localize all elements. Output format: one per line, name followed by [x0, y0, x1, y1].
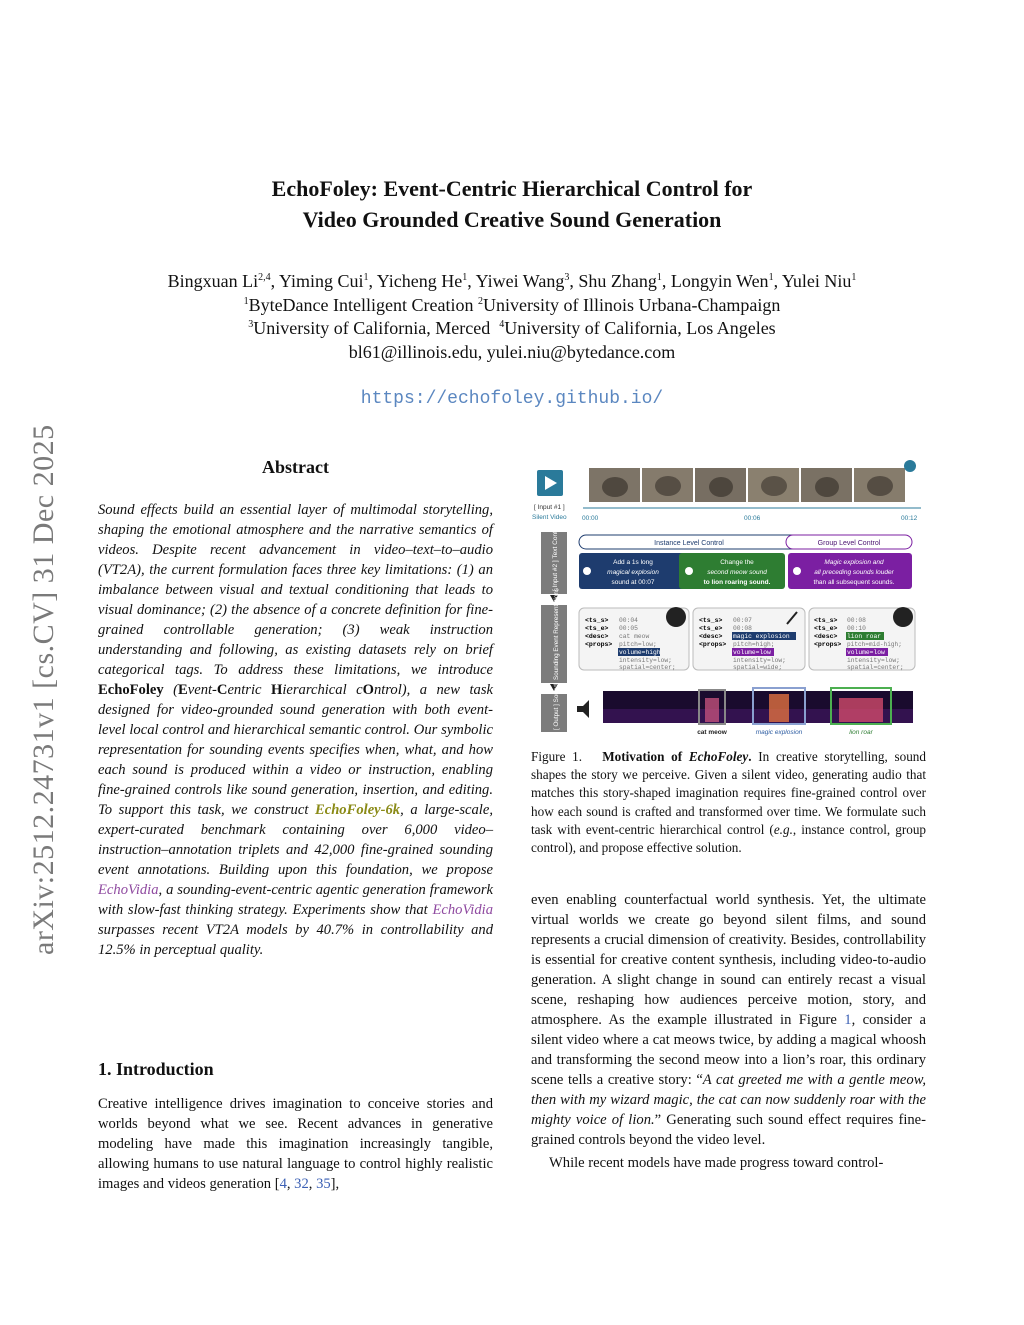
framework-name: EchoVidia — [432, 902, 493, 918]
tag-label: <ts_s> — [585, 617, 609, 624]
instr-text: magical explosion — [607, 569, 659, 576]
tag-label: <props> — [585, 641, 613, 648]
body-text: While recent models have made progress toward control- — [549, 1155, 884, 1171]
video-frames — [589, 468, 905, 502]
abstract-text: ), a new task designed for video-grounded sound generation with both event-level local control and hierarchical semantic control. Our symbolic representation for sounding events specifies when, what, and how each sound is produced within a video or instruction, enabling fine-grained controls like sound generation, insertion, and editing. To support this task, we construct — [98, 682, 493, 818]
repr-label: Sounding Event Representations — [553, 587, 560, 680]
cat-shape — [602, 477, 628, 497]
event-value: volume=low — [847, 649, 885, 656]
instr-text: second meow sound — [707, 569, 767, 576]
caption-label: Figure 1. — [531, 749, 583, 764]
author-sup: 1 — [768, 272, 774, 283]
paragraph — [531, 890, 926, 1150]
author-name: Bingxuan Li — [167, 271, 259, 291]
user-icon — [685, 567, 693, 575]
tag-label: <ts_s> — [699, 617, 723, 624]
event-value: 00:08 — [847, 617, 866, 624]
user-icon — [583, 567, 591, 575]
group-level-header: Group Level Control — [817, 540, 881, 547]
acronym-rest: ierarchical c — [282, 682, 363, 698]
output-label: [ Output ] Sound — [553, 684, 560, 730]
event-value: 00:07 — [733, 617, 752, 624]
author-name: Yiming Cui — [278, 271, 364, 291]
affiliation: University of California, Merced — [253, 318, 491, 338]
intro-heading: 1. Introduction — [98, 1059, 214, 1079]
body-text: even enabling counterfactual world synthesis. Yet, the ultimate virtual worlds we create go beyond silent films, and sound represents a crucial dimension of creativity. Besides, controllability is essential for creative content synthesis, including video-to-audio generation. A slight change in sound can entirely recast a visual scene, reshaping how audiences perceive motion, story, and atmosphere. As the example illustrated in Figure — [531, 892, 926, 1028]
tag-label: <props> — [699, 641, 727, 648]
spec-label: magic explosion — [755, 729, 803, 736]
author-sup: 1 — [462, 272, 468, 283]
citation-link[interactable]: 32 — [294, 1176, 309, 1192]
caption-bold: . — [748, 749, 752, 764]
event-value: 00:04 — [619, 617, 638, 624]
acronym-letter: C — [216, 682, 228, 698]
event-value: spatial=center; — [619, 664, 676, 671]
affil-sup: 3 — [248, 319, 254, 330]
right-column-body — [531, 890, 926, 1173]
author-name: Yicheng He — [376, 271, 463, 291]
input2-label: [ Input #2 ] Text Control — [552, 523, 559, 591]
abstract-text: Sound effects build an essential layer of multimodal storytelling, shaping the emotional atmosphere and the narrative semantics of videos. Despite recent advancement in video–text–to–audio (VT2A), the current formulation faces three key limitations: (1) an imbalance between visual and textual conditioning that leads to visual dominance; (2) the absence of a concrete definition for fine-grained controllable generation; (3) weak instruction understanding and following, as existing datasets rely on brief categorical tags. To address these limitations, we introduce — [98, 502, 493, 678]
mute-icon — [904, 460, 916, 472]
time-end: 00:12 — [901, 515, 918, 522]
event-value: intensity=low; — [733, 657, 786, 664]
author-sup: 1 — [656, 272, 662, 283]
acronym-letter: O — [362, 682, 374, 698]
acronym-letter: E — [178, 682, 188, 698]
cite-bracket: [ — [274, 1176, 280, 1192]
affiliation: University of California, Los Angeles — [504, 318, 776, 338]
abstract-text: surpasses recent VT2A models by 40.7% in controllability and 12.5% in perceptual quality. — [98, 922, 493, 958]
author-sup: 1 — [363, 272, 369, 283]
instr-text: than all subsequent sounds. — [813, 579, 895, 586]
abstract-text: , a sounding-event-centric agentic generation framework with slow-fast thinking strategy. Experiments show that — [98, 882, 493, 918]
event-value: spatial=wide; — [733, 664, 783, 671]
cat-shape — [709, 477, 733, 497]
instr-text: Change the — [720, 559, 754, 566]
instr-text: Add a 1s long — [613, 559, 653, 566]
caption-text: , instance control, group control), and propose effective solution. — [531, 821, 927, 856]
input1-label: [ Input #1 ] — [534, 504, 565, 511]
caption-eg: e.g. — [773, 821, 793, 837]
dataset-name: EchoFoley-6k — [314, 802, 401, 818]
instr-text: to lion roaring sound. — [703, 579, 771, 586]
project-url-link[interactable]: https://echofoley.github.io/ — [360, 389, 664, 409]
affiliations-line-1 — [60, 294, 964, 318]
user-icon — [793, 567, 801, 575]
time-mid: 00:06 — [744, 515, 761, 522]
author-name: Longyin Wen — [670, 271, 769, 291]
citation-link[interactable]: 35 — [316, 1176, 331, 1192]
abstract-text: ( — [163, 682, 178, 698]
tag-label: <desc> — [814, 633, 838, 640]
acronym-rest: entric — [227, 682, 271, 698]
tag-label: <desc> — [585, 633, 609, 640]
event-value: cat meow — [619, 633, 650, 640]
representation-row — [541, 588, 915, 691]
cite-bracket: ], — [330, 1176, 340, 1192]
author-list: Bingxuan Li$^{2,4}$, Yiming Cui$^1$, Yicheng He$^1$, Yiwei Wang$^3$, Shu Zhang$^1$, Longyin Wen$^1$, Yulei Niu$^1$ — [167, 271, 857, 291]
affil-sup: 4 — [499, 319, 505, 330]
body-text: ” Generating such sound effect requires fine-grained controls beyond the video level. — [531, 1112, 927, 1148]
framework-name: EchoVidia — [98, 882, 159, 898]
cat-shape — [655, 476, 681, 496]
affil-sup: 2 — [477, 295, 483, 307]
speaker-icon — [577, 700, 589, 718]
spectro-burst — [839, 698, 883, 722]
intro-body: Creative intelligence drives imagination to conceive stories and worlds beyond what we see. Recent advances in generative modeling have made this imagination increasingly tangible, allowing humans to use natural language to control highly realistic images and videos generation [4, 32, 35], — [98, 1096, 493, 1192]
acronym-letter: H — [270, 682, 283, 698]
tag-label: <props> — [814, 641, 842, 648]
event-value: intensity=low; — [619, 657, 672, 664]
author-name: Shu Zhang — [578, 271, 657, 291]
author-sup: 1 — [851, 272, 857, 283]
cat-shape — [867, 476, 893, 496]
tag-label: <desc> — [699, 633, 723, 640]
spec-label: lion roar — [849, 729, 873, 736]
affiliation: University of Illinois Urbana-Champaign — [482, 294, 781, 315]
event-value: pitch=low; — [619, 641, 657, 648]
emails: bl61@illinois.edu, yulei.niu@bytedance.com — [348, 341, 676, 362]
spectro-burst — [769, 694, 789, 722]
spectro-burst — [705, 698, 719, 722]
affil-sup: 1 — [243, 295, 249, 307]
event-value: lion roar — [847, 633, 882, 640]
title-line-1: EchoFoley: Event-Centric Hierarchical Control for — [271, 176, 753, 201]
lion-icon — [893, 607, 913, 627]
paper-title — [150, 173, 874, 235]
caption-model: EchoFoley — [688, 749, 749, 764]
event-value: 00:05 — [619, 625, 638, 632]
paragraph — [531, 1153, 926, 1173]
video-input-row — [532, 460, 921, 522]
instr-text: all preceding sounds louder — [814, 569, 894, 576]
cat-icon — [666, 607, 686, 627]
author-name: Yulei Niu — [781, 271, 852, 291]
event-value: pitch=mid-high; — [847, 641, 902, 648]
cat-shape — [815, 477, 839, 497]
model-name: EchoFoley — [98, 682, 164, 698]
instance-level-header: Instance Level Control — [654, 540, 724, 547]
arxiv-stamp: arXiv:2512.24731v1 [cs.CV] 31 Dec 2025 — [27, 424, 60, 955]
caption-text: In creative storytelling, sound shapes the story we perceive. Given a silent video, generating audio that matches this story-shaped imagination requires fine-grained control over how each sound is crafted and transformed over time. We formulate such task with event-centric hierarchical control ( — [531, 749, 926, 837]
event-value: magic explosion — [733, 633, 790, 640]
instr-text: sound at 00:07 — [611, 579, 655, 586]
title-line-2: Video Grounded Creative Sound Generation — [302, 207, 722, 232]
author-block — [60, 270, 964, 364]
story-quote: A cat greeted me with a gentle meow, then with my wizard magic, the cat can now suddenly roar with the mighty voice of lion. — [531, 1072, 926, 1128]
tag-label: <ts_e> — [585, 625, 609, 632]
tag-label: <ts_e> — [814, 625, 838, 632]
event-value: intensity=low; — [847, 657, 900, 664]
tag-label: <ts_s> — [814, 617, 838, 624]
event-value: 00:10 — [847, 625, 866, 632]
figure-ref-link[interactable]: 1 — [844, 1012, 852, 1028]
time-start: 00:00 — [582, 515, 599, 522]
acronym-rest: vent- — [187, 682, 217, 698]
cat-shape — [761, 476, 787, 496]
author-name: Yiwei Wang — [475, 271, 565, 291]
output-row — [541, 684, 913, 736]
citation-link[interactable]: 4 — [279, 1176, 287, 1192]
body-text: , consider a silent video where a cat meows twice, by adding a magical whoosh and transforming the second meow into a lion’s roar, this ordinary scene tells a creative story: “ — [531, 1012, 926, 1088]
tag-label: <ts_e> — [699, 625, 723, 632]
figure-caption — [531, 748, 926, 857]
affiliation: ByteDance Intelligent Creation — [248, 294, 474, 315]
spec-label: cat meow — [697, 729, 727, 736]
event-value: spatial=center; — [847, 664, 904, 671]
caption-bold: Motivation of — [602, 749, 689, 764]
instr-text: Magic explosion and — [824, 559, 884, 566]
affiliations-line-2 — [60, 317, 964, 341]
abstract-heading: Abstract — [262, 457, 329, 477]
abstract-text: , a large-scale, expert-curated benchmark containing over 6,000 video–instruction–annotation triplets and 42,000 fine-grained sounding event annotations. Building upon this foundation, we propose — [98, 802, 493, 878]
figure-1 — [531, 452, 927, 742]
event-value: volume=low — [733, 649, 771, 656]
author-sup: 3 — [564, 272, 570, 283]
event-value: 00:08 — [733, 625, 752, 632]
event-value: pitch=high; — [733, 641, 775, 648]
text-control-row — [541, 523, 912, 602]
event-value: volume=high — [619, 649, 661, 656]
author-sup: 2,4 — [258, 272, 271, 283]
input1-sub: Silent Video — [532, 514, 567, 521]
intro-text: Creative intelligence drives imagination to conceive stories and worlds beyond what we see. Recent advances in generative modeling have made this imagination increasingly tangible, allowing humans to use natural language to control highly realistic images and videos generation — [98, 1096, 493, 1192]
acronym-rest: ntrol — [373, 682, 402, 698]
abstract-body — [98, 500, 493, 960]
